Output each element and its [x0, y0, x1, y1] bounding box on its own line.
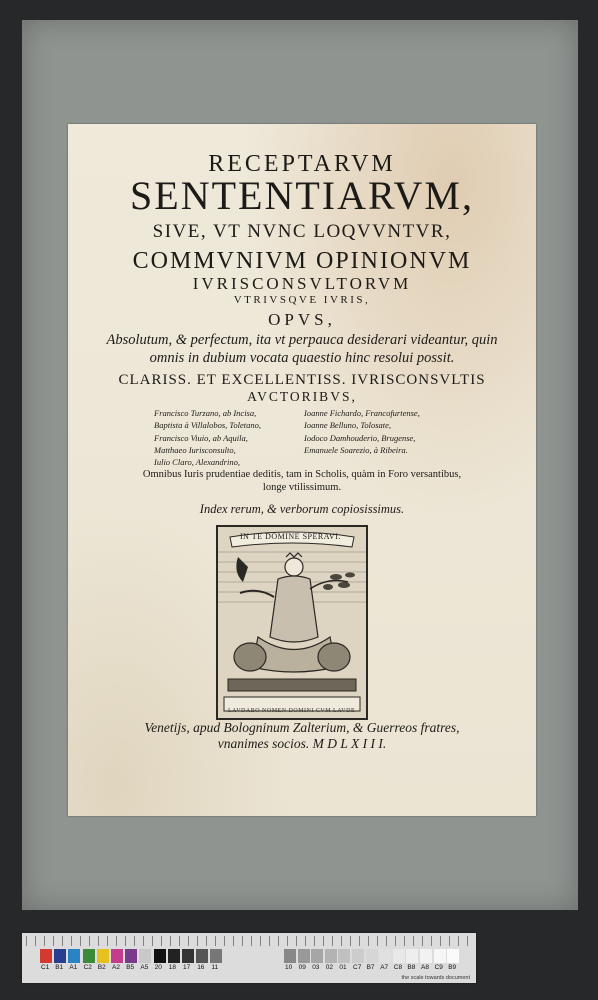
author-entry: Emanuele Soarezio, à Ribeira. [304, 444, 408, 455]
title-line-2: SENTENTIARVM, [130, 173, 474, 218]
woodcut-motto-bottom: LAVDABO NOMEN DOMINI CVM LAVDE [228, 708, 356, 714]
color-swatch [125, 949, 137, 963]
imprint-line-1: Venetijs, apud Bologninum Zalterium, & Guerreos fratres, [144, 720, 460, 735]
authors-heading-1: CLARISS. ET EXCELLENTISS. IVRISCONSVLTIS [118, 372, 486, 388]
printers-device-woodcut [216, 525, 368, 720]
gray-swatch [447, 949, 459, 963]
gray-swatch-label: C8 [393, 964, 403, 971]
color-swatch [196, 949, 208, 963]
color-swatch-label: C2 [83, 964, 92, 971]
opus-heading: OPVS, [268, 310, 336, 329]
color-swatch-label: A5 [140, 964, 149, 971]
dedication-line-2: longe vtilissimum. [262, 482, 342, 493]
author-entry: Francisco Viuio, ab Aquila, [154, 432, 248, 443]
color-swatch [168, 949, 180, 963]
gray-swatch [420, 949, 432, 963]
author-entry: Iodoco Damhouderio, Brugense, [304, 432, 416, 443]
gray-swatch-label: C9 [434, 964, 443, 971]
author-entry: Matthaeo Iurisconsulto, [154, 444, 236, 455]
color-swatch-label: 16 [197, 964, 205, 971]
color-swatch-label: A2 [112, 964, 120, 971]
gray-swatch-label: B8 [407, 964, 416, 971]
gray-swatch [352, 949, 364, 963]
gray-swatch [379, 949, 391, 963]
gray-swatch-label: 01 [339, 964, 347, 971]
gray-swatch [393, 949, 405, 963]
title-line-1: RECEPTARVM [208, 151, 396, 177]
index-line: Index rerum, & verborum copiosissimus. [199, 502, 405, 516]
gray-swatch [434, 949, 446, 963]
color-swatch-label: B2 [97, 964, 106, 971]
gray-swatch-label: A8 [421, 964, 429, 971]
color-swatch-label: 20 [154, 964, 162, 971]
gray-swatch-label: 09 [298, 964, 306, 971]
author-entry: Francisco Turzano, ab Incisa, [154, 408, 257, 418]
title-line-5: IVRISCONSVLTORVM [192, 274, 412, 293]
authors-heading-2: AVCTORIBVS, [247, 389, 357, 404]
color-swatch-label: 11 [211, 964, 219, 971]
gray-swatch [366, 949, 378, 963]
gray-swatch [298, 949, 310, 963]
gray-swatch [338, 949, 350, 963]
gray-swatch [325, 949, 337, 963]
color-swatch [83, 949, 95, 963]
color-swatch-label: C1 [41, 964, 50, 971]
title-line-4: COMMVNIVM OPINIONVM [132, 248, 472, 274]
author-entry: Ioanne Belluno, Tolosate, [304, 420, 392, 431]
color-swatch-label: 17 [183, 964, 191, 971]
color-swatch [54, 949, 66, 963]
color-swatch [182, 949, 194, 963]
card-footer-note: the scale towards document [401, 975, 470, 981]
color-swatch [154, 949, 166, 963]
color-swatch-label: B5 [126, 964, 135, 971]
gray-swatch-label: 10 [285, 964, 293, 971]
color-swatch [210, 949, 222, 963]
description-line-2: omnis in dubium vocata quaestio hinc resolui possit. [149, 350, 455, 366]
imprint-line-2: vnanimes socios. M D L X I I I. [217, 736, 387, 751]
title-line-6: VTRIVSQVE IVRIS, [233, 294, 371, 306]
description-line-1: Absolutum, & perfectum, ita vt perpauca desiderari videantur, quin [106, 332, 498, 348]
title-line-3: SIVE, VT NVNC LOQVVNTVR, [152, 221, 452, 242]
woodcut-motto-top: IN TE DOMINE SPERAVI. [240, 532, 341, 541]
authors-right-column [304, 407, 420, 456]
title-page [68, 124, 536, 816]
color-swatch [97, 949, 109, 963]
gray-swatch-label: B9 [448, 964, 457, 971]
color-swatch [139, 949, 151, 963]
gray-swatch-label: A7 [380, 964, 389, 971]
color-swatch-label: B1 [55, 964, 64, 971]
color-swatch [68, 949, 80, 963]
gray-swatch-label: C7 [353, 964, 362, 971]
color-swatch-label: 18 [168, 964, 177, 971]
author-entry: Ioanne Fichardo, Francofurtense, [304, 408, 420, 418]
woodcut-illustration [218, 527, 366, 718]
color-swatch [111, 949, 123, 963]
authors-left-column [154, 407, 261, 468]
gray-swatch [284, 949, 296, 963]
measurement-ruler [26, 936, 472, 946]
gray-swatch [406, 949, 418, 963]
gray-swatch-label: B7 [366, 964, 375, 971]
dedication-line-1: Omnibus Iuris prudentiae deditis, tam in Scholis, quàm in Foro versantibus, [142, 469, 462, 480]
gray-swatch [311, 949, 323, 963]
author-entry: Baptista à Villalobos, Toletano, [154, 420, 261, 431]
color-swatch [40, 949, 52, 963]
gray-swatch-label: 02 [325, 964, 334, 971]
gray-swatch-label: 03 [312, 964, 320, 971]
color-swatch-label: A1 [69, 964, 78, 971]
author-entry: Iulio Claro, Alexandrino, [154, 457, 240, 468]
color-calibration-card [22, 933, 476, 983]
